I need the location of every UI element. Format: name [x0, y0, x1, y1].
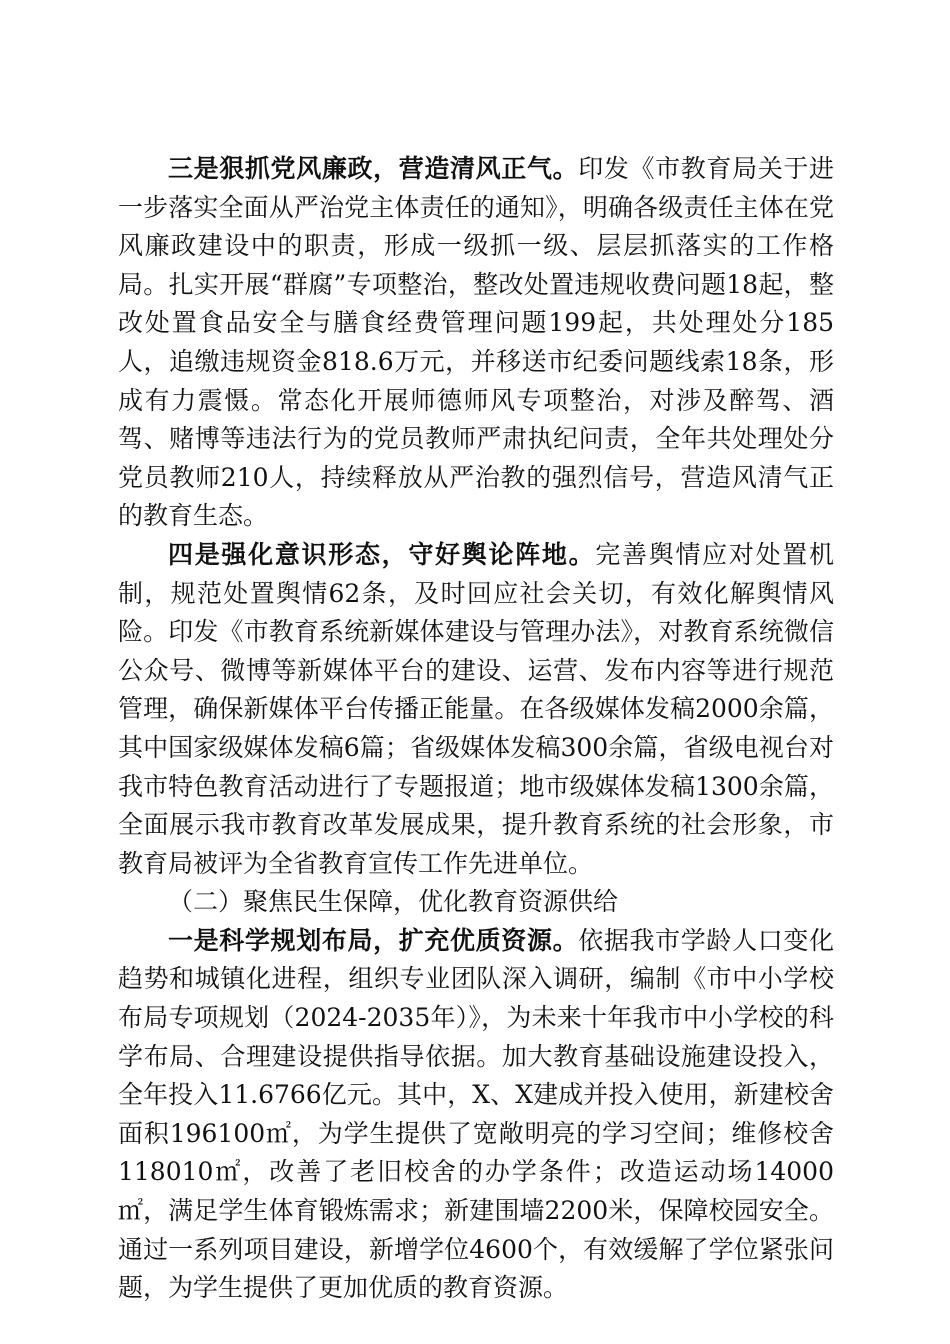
paragraph-lead: 一是科学规划布局，扩充优质资源。	[168, 925, 579, 955]
paragraph-lead: 四是强化意识形态，守好舆论阵地。	[168, 539, 596, 569]
paragraph-planning	[118, 922, 834, 1308]
section-heading: （二）聚焦民生保障，优化教育资源供给	[168, 887, 619, 917]
paragraph-body: 印发《市教育局关于进一步落实全面从严治党主体责任的通知》，明确各级责任主体在党风廉政建设中的职责，形成一级抓一级、层层抓落实的工作格局。扎实开展“群腐”专项整治，整改处置违规收费问题18起，整改处置食品安全与膳食经费管理问题199起，共处理处分185人，追缴违规资金818.6万元，并移送市纪委问题线索18条，形成有力震慑。常态化开展师德师风专项整治，对涉及醉驾、酒驾、赌博等违法行为的党员教师严肃执纪问责，全年共处理处分党员教师210人，持续释放从严治教的强烈信号，营造风清气正的教育生态。	[118, 154, 834, 531]
paragraph-lead: 三是狠抓党风廉政，营造清风正气。	[168, 154, 579, 183]
paragraph-body: 依据我市学龄人口变化趋势和城镇化进程，组织专业团队深入调研，编制《市中小学校布局专项规划（2024-2035年）》，为未来十年我市中小学校的科学布局、合理建设提供指导依据。加大教育基础设施建设投入，全年投入11.6766亿元。其中，X、X建成并投入使用，新建校舍面积196100㎡，为学生提供了宽敞明亮的学习空间；维修校舍118010㎡，改善了老旧校舍的办学条件；改造运动场14000㎡，满足学生体育锻炼需求；新建围墙2200米，保障校园安全。通过一系列项目建设，新增学位4600个，有效缓解了学位紧张问题，为学生提供了更加优质的教育资源。	[118, 925, 834, 1303]
paragraph-body: 完善舆情应对处置机制，规范处置舆情62条，及时回应社会关切，有效化解舆情风险。印发《市教育系统新媒体建设与管理办法》，对教育系统微信公众号、微博等新媒体平台的建设、运营、发布内容等进行规范管理，确保新媒体平台传播正能量。在各级媒体发稿2000余篇，其中国家级媒体发稿6篇；省级媒体发稿300余篇，省级电视台对我市特色教育活动进行了专题报道；地市级媒体发稿1300余篇，全面展示我市教育改革发展成果，提升教育系统的社会形象，市教育局被评为全省教育宣传工作先进单位。	[118, 539, 834, 878]
paragraph-ideology	[118, 536, 834, 883]
paragraph-party-conduct	[118, 150, 834, 536]
document-page	[118, 150, 834, 1308]
